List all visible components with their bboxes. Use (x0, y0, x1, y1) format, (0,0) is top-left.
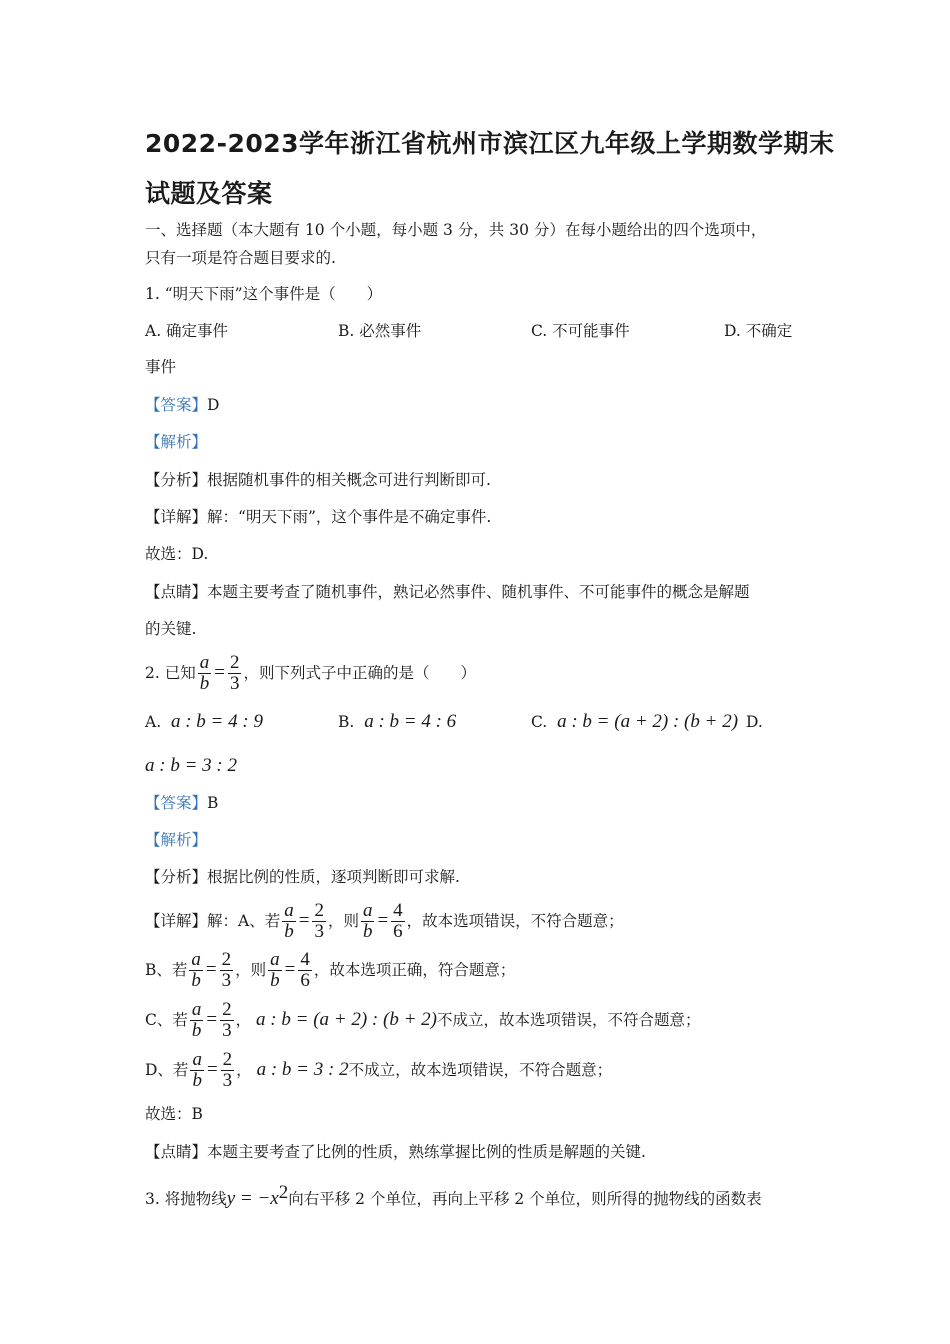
q2-answer: B (207, 794, 219, 812)
q1-option-c: C. 不可能事件 (531, 322, 630, 340)
q1-conclusion: 故选：D. (145, 545, 209, 563)
q2-option-b-expr: a : b = 4 : 6 (364, 711, 457, 732)
q1-stem: 1. “明天下雨”这个事件是（ ） (145, 285, 383, 303)
fraction-a-over-b: $\frac{a}{b}$ (191, 948, 201, 991)
section-heading-line2: 只有一项是符合题目要求的. (145, 249, 336, 267)
q1-option-a: A. 确定事件 (145, 322, 229, 340)
q2-fenxi: 根据比例的性质，逐项判断即可求解. (207, 868, 460, 886)
q2-xiangjie-d-expr: a : b = 3 : 2 (256, 1059, 349, 1080)
q1-dianjing-line1 (145, 581, 750, 603)
q2-dianjing-text: 本题主要考查了比例的性质，熟练掌握比例的性质是解题的关键. (207, 1143, 646, 1161)
fraction-a-over-b: $\frac{a}{b}$ (270, 948, 280, 991)
q2-option-d-expr: a : b = 3 : 2 (145, 755, 237, 776)
q2-stem: 2. 已知 $\frac{a}{b}$ = $\frac{2}{3}$ ，则下列式子中正确的是（ ） (145, 651, 476, 694)
q2-fenxi-line (145, 866, 460, 888)
document-title-line2: 试题及答案 (145, 179, 273, 208)
q1-dianjing-line2: 的关键. (145, 620, 197, 638)
q2-option-b: B. a : b = 4 : 6 (338, 711, 457, 732)
q1-option-b: B. 必然事件 (338, 322, 422, 340)
dianjing-tag: 【点睛】 (145, 583, 208, 601)
fenxi-tag: 【分析】 (145, 868, 208, 886)
fraction-4-over-6: $\frac{4}{6}$ (300, 948, 310, 991)
fenxi-tag: 【分析】 (145, 471, 208, 489)
xiangjie-tag: 【详解】 (145, 912, 208, 930)
q2-option-c-expr: a : b = (a + 2) : (b + 2) (557, 711, 739, 732)
q1-fenxi: 根据随机事件的相关概念可进行判断即可. (207, 471, 491, 489)
q3-stem: 3. 将抛物线$y = -x^2$向右平移 2 个单位，再向上平移 2 个单位，则所得的抛物线的函数表 (145, 1182, 762, 1210)
q1-answer: D (207, 396, 220, 414)
q2-answer-line (145, 792, 218, 814)
fraction-2-over-3: $\frac{2}{3}$ (222, 1048, 233, 1091)
fraction-2-over-3: $\frac{2}{3}$ (221, 948, 232, 991)
q2-option-a: A. a : b = 4 : 9 (145, 711, 263, 732)
q1-option-d: D. 不确定 (724, 322, 793, 340)
answer-tag: 【答案】 (145, 794, 208, 812)
q1-option-d-continued: 事件 (145, 358, 177, 376)
q2-stem-post: ，则下列式子中正确的是（ ） (243, 664, 476, 682)
document-title-line1: 2022-2023学年浙江省杭州市滨江区九年级上学期数学期末 (145, 129, 835, 158)
fraction-a-over-b: $\frac{a}{b}$ (199, 651, 210, 694)
q2-xiangjie-c-expr: a : b = (a + 2) : (b + 2) (256, 1009, 437, 1030)
fraction-a-over-b: $\frac{a}{b}$ (191, 998, 202, 1041)
q1-analysis-tag: 【解析】 (145, 433, 208, 451)
q2-xiangjie-b: B、若 $\frac{a}{b}$ = $\frac{2}{3}$ ，则 $\frac{a}{b}$ = $\frac{4}{6}$ ，故本选项正确，符合题意； (145, 948, 516, 991)
q1-fenxi-line (145, 469, 491, 491)
section-heading-line1: 一、选择题（本大题有 10 个小题，每小题 3 分，共 30 分）在每小题给出的四个选项中， (145, 221, 767, 239)
q2-stem-pre: 已知 (164, 664, 196, 682)
fraction-2-over-3: $\frac{2}{3}$ (222, 998, 232, 1041)
fraction-2-over-3: $\frac{2}{3}$ (229, 651, 240, 694)
fraction-2-over-3: $\frac{2}{3}$ (314, 899, 324, 942)
q2-option-d (145, 755, 237, 777)
q2-xiangjie-d: D、若 $\frac{a}{b}$ = $\frac{2}{3}$ ， a : b = 3 : 2不成立，故本选项错误，不符合题意； (145, 1048, 613, 1091)
q2-number: 2. (145, 664, 160, 682)
q1-dianjing-text: 本题主要考查了随机事件，熟记必然事件、随机事件、不可能事件的概念是解题 (207, 583, 750, 601)
q2-option-c: C. a : b = (a + 2) : (b + 2) (531, 711, 739, 732)
fraction-4-over-6: $\frac{4}{6}$ (393, 899, 403, 942)
q2-option-d-label: D. (746, 713, 763, 731)
dianjing-tag: 【点睛】 (145, 1143, 208, 1161)
q1-xiangjie-line (145, 506, 491, 528)
xiangjie-tag: 【详解】 (145, 508, 208, 526)
fraction-a-over-b: $\frac{a}{b}$ (192, 1048, 202, 1091)
q1-xiangjie: 解：“明天下雨”，这个事件是不确定事件. (207, 508, 492, 526)
q2-xiangjie-c: C、若 $\frac{a}{b}$ = $\frac{2}{3}$ ， a : b = (a + 2) : (b + 2)不成立，故本选项错误，不符合题意； (145, 998, 701, 1041)
fraction-a-over-b: $\frac{a}{b}$ (362, 899, 373, 942)
q2-analysis-tag: 【解析】 (145, 831, 208, 849)
answer-tag: 【答案】 (145, 396, 208, 414)
q2-xiangjie-a: 【详解】解：A、若 $\frac{a}{b}$ = $\frac{2}{3}$ ，则 $\frac{a}{b}$ = $\frac{4}{6}$ ，故本选项错误，不符合题意； (145, 899, 624, 942)
q3-expr: y = −x (226, 1188, 279, 1210)
q1-answer-line (145, 394, 219, 416)
q2-option-a-expr: a : b = 4 : 9 (170, 711, 263, 732)
q2-dianjing-line (145, 1141, 646, 1163)
fraction-a-over-b: $\frac{a}{b}$ (284, 899, 294, 942)
q2-conclusion: 故选：B (145, 1105, 203, 1123)
